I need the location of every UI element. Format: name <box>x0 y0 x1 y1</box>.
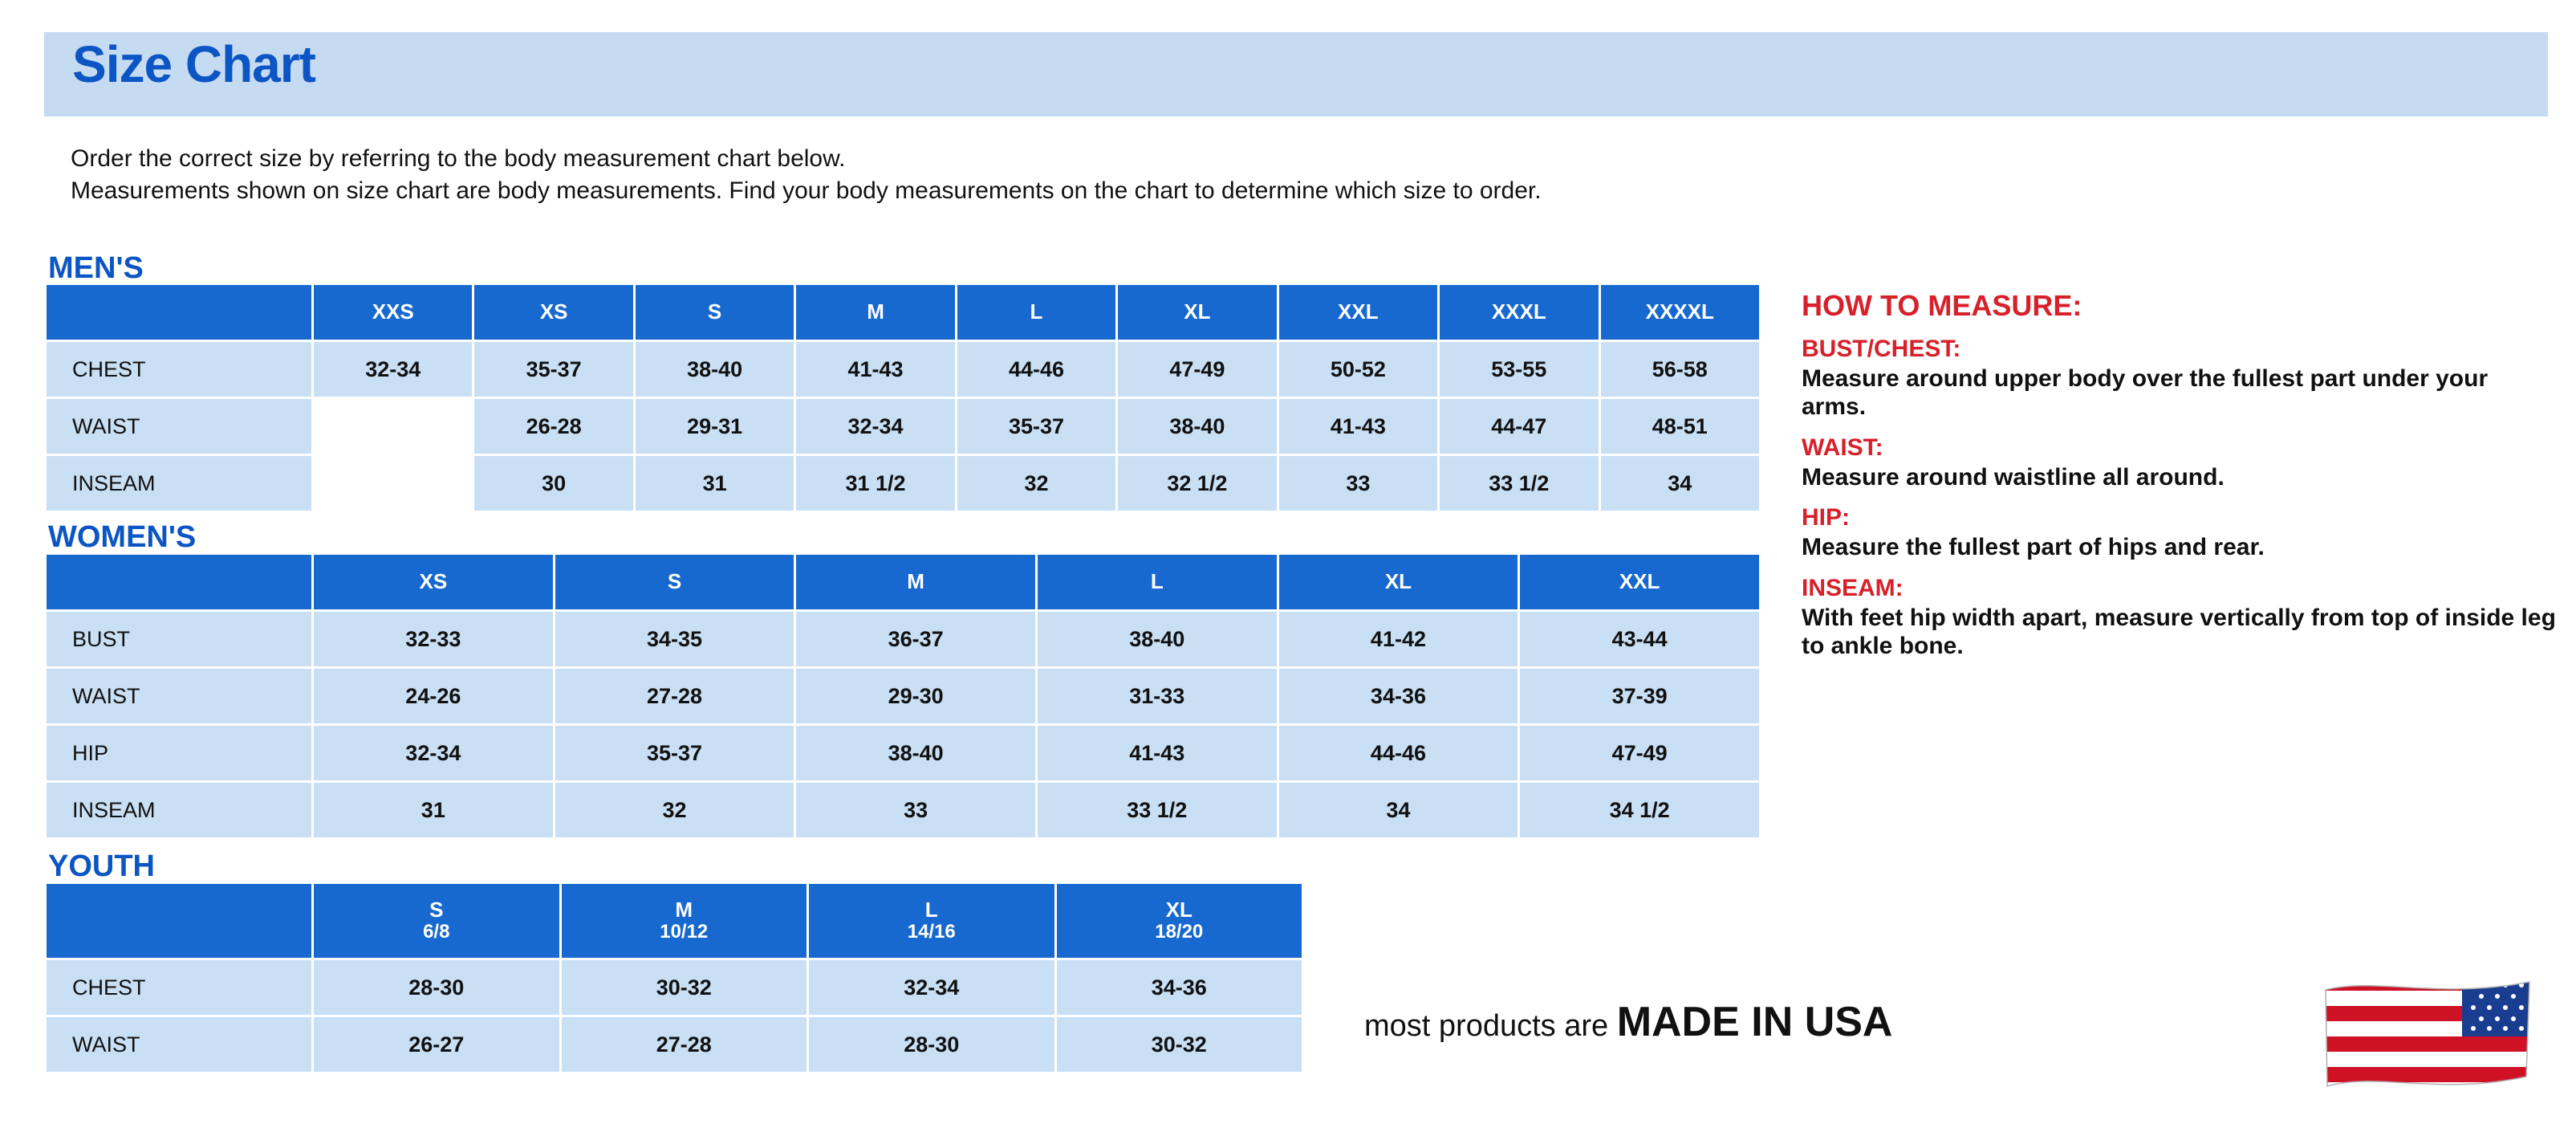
cell: 31 <box>636 456 794 511</box>
womens-size-table <box>44 552 1761 840</box>
row-label: INSEAM <box>47 456 311 511</box>
youth-size-table <box>44 882 1304 1074</box>
cell: 32-33 <box>314 612 553 666</box>
cell: 38-40 <box>1038 612 1277 666</box>
cell: 32 1/2 <box>1118 456 1276 511</box>
cell: 44-46 <box>957 342 1115 397</box>
cell: 35-37 <box>474 342 632 397</box>
table-corner-cell <box>47 884 311 958</box>
row-label: BUST <box>47 612 311 666</box>
how-to-measure-panel <box>1802 289 2556 660</box>
col-header: XXXL <box>1440 285 1598 340</box>
col-header: L <box>957 285 1115 340</box>
how-to-measure-heading: HOW TO MEASURE: <box>1802 289 2082 322</box>
cell: 37-39 <box>1520 669 1759 723</box>
cell: 33 <box>1279 456 1437 511</box>
cell: 32-34 <box>314 342 472 397</box>
cell: 34-36 <box>1279 669 1518 723</box>
section-title-womens: WOMEN'S <box>48 520 197 554</box>
col-header-size: XL <box>1165 898 1193 922</box>
col-header-size: L <box>924 898 938 922</box>
cell: 32-34 <box>809 960 1054 1015</box>
cell: 44-46 <box>1279 726 1518 780</box>
cell: 56-58 <box>1601 342 1760 397</box>
cell: 38-40 <box>636 342 794 397</box>
cell: 41-43 <box>1038 726 1277 780</box>
table-header-row <box>47 285 1759 340</box>
measure-text-inseam: With feet hip width apart, measure vertically from top of inside leg to ankle bone. <box>1802 604 2556 659</box>
cell: 29-30 <box>796 669 1035 723</box>
mens-size-table <box>44 283 1761 513</box>
col-header <box>562 884 807 958</box>
cell-empty <box>314 456 472 511</box>
row-label: WAIST <box>47 1017 311 1072</box>
cell: 41-43 <box>796 342 954 397</box>
col-header: M <box>796 285 954 340</box>
cell: 31-33 <box>1038 669 1277 723</box>
col-header: XXS <box>314 285 472 340</box>
cell: 35-37 <box>555 726 794 780</box>
cell: 44-47 <box>1440 399 1598 454</box>
made-in-usa-prefix: most products are <box>1364 1009 1617 1043</box>
table-row <box>47 342 1759 397</box>
page-title: Size Chart <box>72 35 315 93</box>
col-header: XL <box>1118 285 1276 340</box>
row-label: HIP <box>47 726 311 780</box>
cell: 32-34 <box>796 399 954 454</box>
cell: 31 <box>314 783 553 837</box>
header-banner <box>44 32 2548 116</box>
cell: 34-35 <box>555 612 794 666</box>
col-header: L <box>1038 555 1277 609</box>
col-header: XXXXL <box>1601 285 1760 340</box>
cell: 34 1/2 <box>1520 783 1759 837</box>
cell: 31 1/2 <box>796 456 954 511</box>
col-header-ages: 6/8 <box>423 921 450 943</box>
cell: 47-49 <box>1118 342 1276 397</box>
cell: 32-34 <box>314 726 553 780</box>
col-header: XXL <box>1520 555 1759 609</box>
col-header: S <box>636 285 794 340</box>
cell-empty <box>314 399 472 454</box>
col-header: S <box>555 555 794 609</box>
row-label: WAIST <box>47 669 311 723</box>
cell: 53-55 <box>1440 342 1598 397</box>
cell: 33 <box>796 783 1035 837</box>
cell: 27-28 <box>555 669 794 723</box>
cell: 33 1/2 <box>1038 783 1277 837</box>
cell: 32 <box>957 456 1115 511</box>
cell: 38-40 <box>1118 399 1276 454</box>
cell: 41-43 <box>1279 399 1437 454</box>
intro-line-1: Order the correct size by referring to the body measurement chart below. <box>71 145 846 172</box>
table-row <box>47 1017 1302 1072</box>
table-row <box>47 399 1759 454</box>
made-in-usa-block <box>1364 975 2536 1096</box>
cell: 24-26 <box>314 669 553 723</box>
cell: 32 <box>555 783 794 837</box>
cell: 38-40 <box>796 726 1035 780</box>
cell: 26-27 <box>314 1017 559 1072</box>
measure-text-hip: Measure the fullest part of hips and rear. <box>1802 534 2265 561</box>
cell: 29-31 <box>636 399 794 454</box>
table-row <box>47 783 1759 837</box>
col-header: M <box>796 555 1035 609</box>
measure-term-hip: HIP: <box>1802 504 1850 531</box>
table-row <box>47 456 1759 511</box>
table-header-row <box>47 884 1302 958</box>
col-header-ages: 14/16 <box>907 921 956 943</box>
cell: 36-37 <box>796 612 1035 666</box>
col-header <box>809 884 1054 958</box>
col-header-ages: 10/12 <box>660 921 709 943</box>
cell: 28-30 <box>314 960 559 1015</box>
cell: 41-42 <box>1279 612 1518 666</box>
cell: 50-52 <box>1279 342 1437 397</box>
cell: 33 1/2 <box>1440 456 1598 511</box>
table-row <box>47 726 1759 780</box>
measure-term-bust-chest: BUST/CHEST: <box>1802 336 1961 362</box>
section-title-mens: MEN'S <box>48 251 144 285</box>
row-label: CHEST <box>47 960 311 1015</box>
cell: 30-32 <box>562 960 807 1015</box>
cell: 28-30 <box>809 1017 1054 1072</box>
table-corner-cell <box>47 285 311 340</box>
cell: 34 <box>1601 456 1760 511</box>
col-header: XS <box>474 285 632 340</box>
intro-text <box>71 143 2526 206</box>
table-row <box>47 669 1759 723</box>
table-corner-cell <box>47 555 311 609</box>
usa-flag-icon <box>2319 975 2536 1096</box>
col-header <box>1057 884 1302 958</box>
cell: 34-36 <box>1057 960 1302 1015</box>
cell: 30 <box>474 456 632 511</box>
cell: 43-44 <box>1520 612 1759 666</box>
cell: 30-32 <box>1057 1017 1302 1072</box>
cell: 47-49 <box>1520 726 1759 780</box>
col-header-ages: 18/20 <box>1155 921 1204 943</box>
col-header <box>314 884 559 958</box>
measure-text-waist: Measure around waistline all around. <box>1802 463 2225 491</box>
cell: 26-28 <box>474 399 632 454</box>
measure-term-waist: WAIST: <box>1802 434 1883 461</box>
made-in-usa-emphasis: MADE IN USA <box>1616 999 1893 1045</box>
col-header-size: S <box>429 898 444 922</box>
table-header-row <box>47 555 1759 609</box>
cell: 48-51 <box>1601 399 1760 454</box>
col-header: XL <box>1279 555 1518 609</box>
col-header: XXL <box>1279 285 1437 340</box>
row-label: WAIST <box>47 399 311 454</box>
intro-line-2: Measurements shown on size chart are body measurements. Find your body measurements on the chart to determine which size to order. <box>71 177 1542 204</box>
measure-term-inseam: INSEAM: <box>1802 574 1904 601</box>
row-label: INSEAM <box>47 783 311 837</box>
col-header-size: M <box>675 898 693 922</box>
row-label: CHEST <box>47 342 311 397</box>
table-row <box>47 960 1302 1015</box>
cell: 27-28 <box>562 1017 807 1072</box>
cell: 35-37 <box>957 399 1115 454</box>
table-row <box>47 612 1759 666</box>
section-title-youth: YOUTH <box>48 849 155 883</box>
made-in-usa-text <box>1364 998 1892 1046</box>
cell: 34 <box>1279 783 1518 837</box>
measure-text-bust-chest: Measure around upper body over the fullest part under your arms. <box>1802 365 2489 421</box>
col-header: XS <box>314 555 553 609</box>
